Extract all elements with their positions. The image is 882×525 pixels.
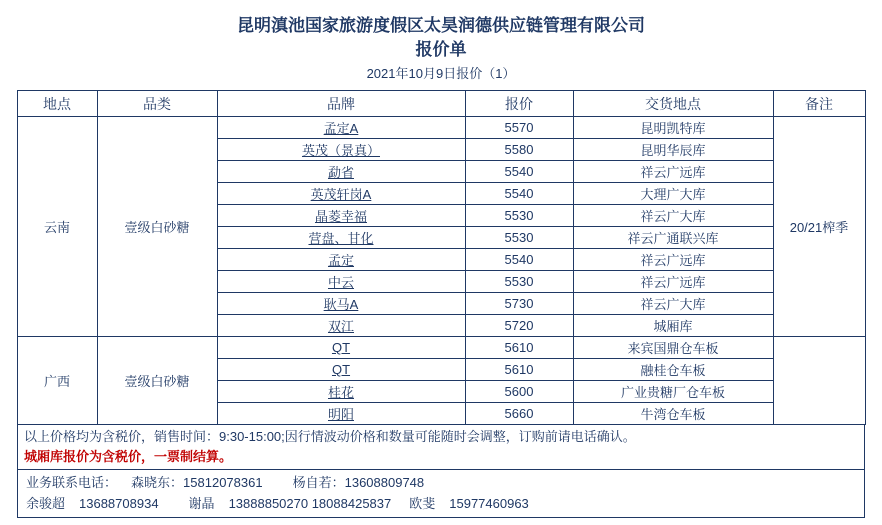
contact-line-2 xyxy=(18,493,864,517)
column-header-price: 报价 xyxy=(465,91,573,117)
footer-note-primary: 以上价格均为含税价，销售时间：9:30-15:00;因行情波动价格和数量可能随时会调整，订购前请电话确认。 xyxy=(24,429,636,444)
contact-phone-4: 13888850270 18088425837 xyxy=(228,496,392,511)
cell-destination: 祥云广通联兴库 xyxy=(573,227,773,249)
cell-destination: 牛湾仓车板 xyxy=(573,403,773,425)
footer-block xyxy=(17,425,865,518)
cell-brand: 勐省 xyxy=(217,161,465,183)
contacts-label: 业务联系电话： xyxy=(26,475,118,490)
cell-destination: 来宾国鼎仓车板 xyxy=(573,337,773,359)
cell-destination: 祥云广大库 xyxy=(573,205,773,227)
cell-destination: 祥云广远库 xyxy=(573,249,773,271)
cell-brand: 晶菱幸福 xyxy=(217,205,465,227)
table-row xyxy=(17,337,865,359)
quotation-table xyxy=(17,90,866,425)
cell-price: 5540 xyxy=(465,161,573,183)
company-title: 昆明滇池国家旅游度假区太昊润德供应链管理有限公司 xyxy=(237,16,645,35)
cell-brand: 明阳 xyxy=(217,403,465,425)
cell-price: 5600 xyxy=(465,381,573,403)
cell-brand: 耿马A xyxy=(217,293,465,315)
cell-brand: QT xyxy=(217,359,465,381)
cell-destination: 广业贵糖厂仓车板 xyxy=(573,381,773,403)
cell-price: 5570 xyxy=(465,117,573,139)
footer-note-secondary: 城厢库报价为含税价，一票制结算。 xyxy=(24,449,233,464)
cell-destination: 祥云广远库 xyxy=(573,271,773,293)
contact-phone-1: 15812078361 xyxy=(183,475,263,490)
cell-price: 5720 xyxy=(465,315,573,337)
column-header-brand: 品牌 xyxy=(217,91,465,117)
column-header-destination: 交货地点 xyxy=(573,91,773,117)
contact-name-3: 余骏超 xyxy=(26,496,66,511)
cell-price: 5530 xyxy=(465,271,573,293)
cell-destination: 祥云广远库 xyxy=(573,161,773,183)
cell-price: 5530 xyxy=(465,205,573,227)
contact-name-4: 谢晶 xyxy=(188,496,215,511)
cell-destination: 祥云广大库 xyxy=(573,293,773,315)
contact-name-2: 杨自若 xyxy=(292,475,332,490)
group-note: 20/21榨季 xyxy=(773,117,865,337)
cell-price: 5610 xyxy=(465,337,573,359)
cell-price: 5580 xyxy=(465,139,573,161)
contact-phone-3: 13688708934 xyxy=(79,496,159,511)
contact-phone-5: 15977460963 xyxy=(449,496,529,511)
cell-brand: 营盘、甘化 xyxy=(217,227,465,249)
cell-price: 5530 xyxy=(465,227,573,249)
table-row xyxy=(17,117,865,139)
column-header-category: 品类 xyxy=(97,91,217,117)
cell-price: 5540 xyxy=(465,183,573,205)
cell-brand: 孟定A xyxy=(217,117,465,139)
cell-price: 5660 xyxy=(465,403,573,425)
cell-brand: 孟定 xyxy=(217,249,465,271)
group-note xyxy=(773,337,865,425)
cell-price: 5540 xyxy=(465,249,573,271)
cell-price: 5610 xyxy=(465,359,573,381)
group-location: 广西 xyxy=(17,337,97,425)
cell-brand: QT xyxy=(217,337,465,359)
group-category: 壹级白砂糖 xyxy=(97,337,217,425)
table-header-row xyxy=(17,91,865,117)
cell-destination: 融桂仓车板 xyxy=(573,359,773,381)
cell-destination: 城厢库 xyxy=(573,315,773,337)
cell-destination: 大理广大库 xyxy=(573,183,773,205)
contact-line-1: 业务联系电话： 森晓东：15812078361 杨自若：13608809748 xyxy=(26,475,425,490)
cell-price: 5730 xyxy=(465,293,573,315)
cell-destination: 昆明凯特库 xyxy=(573,117,773,139)
cell-brand: 双江 xyxy=(217,315,465,337)
cell-destination: 昆明华辰库 xyxy=(573,139,773,161)
contact-phone-2: 13608809748 xyxy=(344,475,425,490)
cell-brand: 桂花 xyxy=(217,381,465,403)
column-header-location: 地点 xyxy=(17,91,97,117)
group-category: 壹级白砂糖 xyxy=(97,117,217,337)
title-block xyxy=(0,0,882,84)
cell-brand: 英茂（景真） xyxy=(217,139,465,161)
document-title: 报价单 xyxy=(415,40,467,59)
column-header-note: 备注 xyxy=(773,91,865,117)
cell-brand: 英茂轩岗A xyxy=(217,183,465,205)
contact-name-5: 欧斐 xyxy=(409,496,436,511)
contact-name-1: 森晓东 xyxy=(131,475,171,490)
group-location: 云南 xyxy=(17,117,97,337)
quotation-date: 2021年10月9日报价（1） xyxy=(366,66,516,81)
cell-brand: 中云 xyxy=(217,271,465,293)
